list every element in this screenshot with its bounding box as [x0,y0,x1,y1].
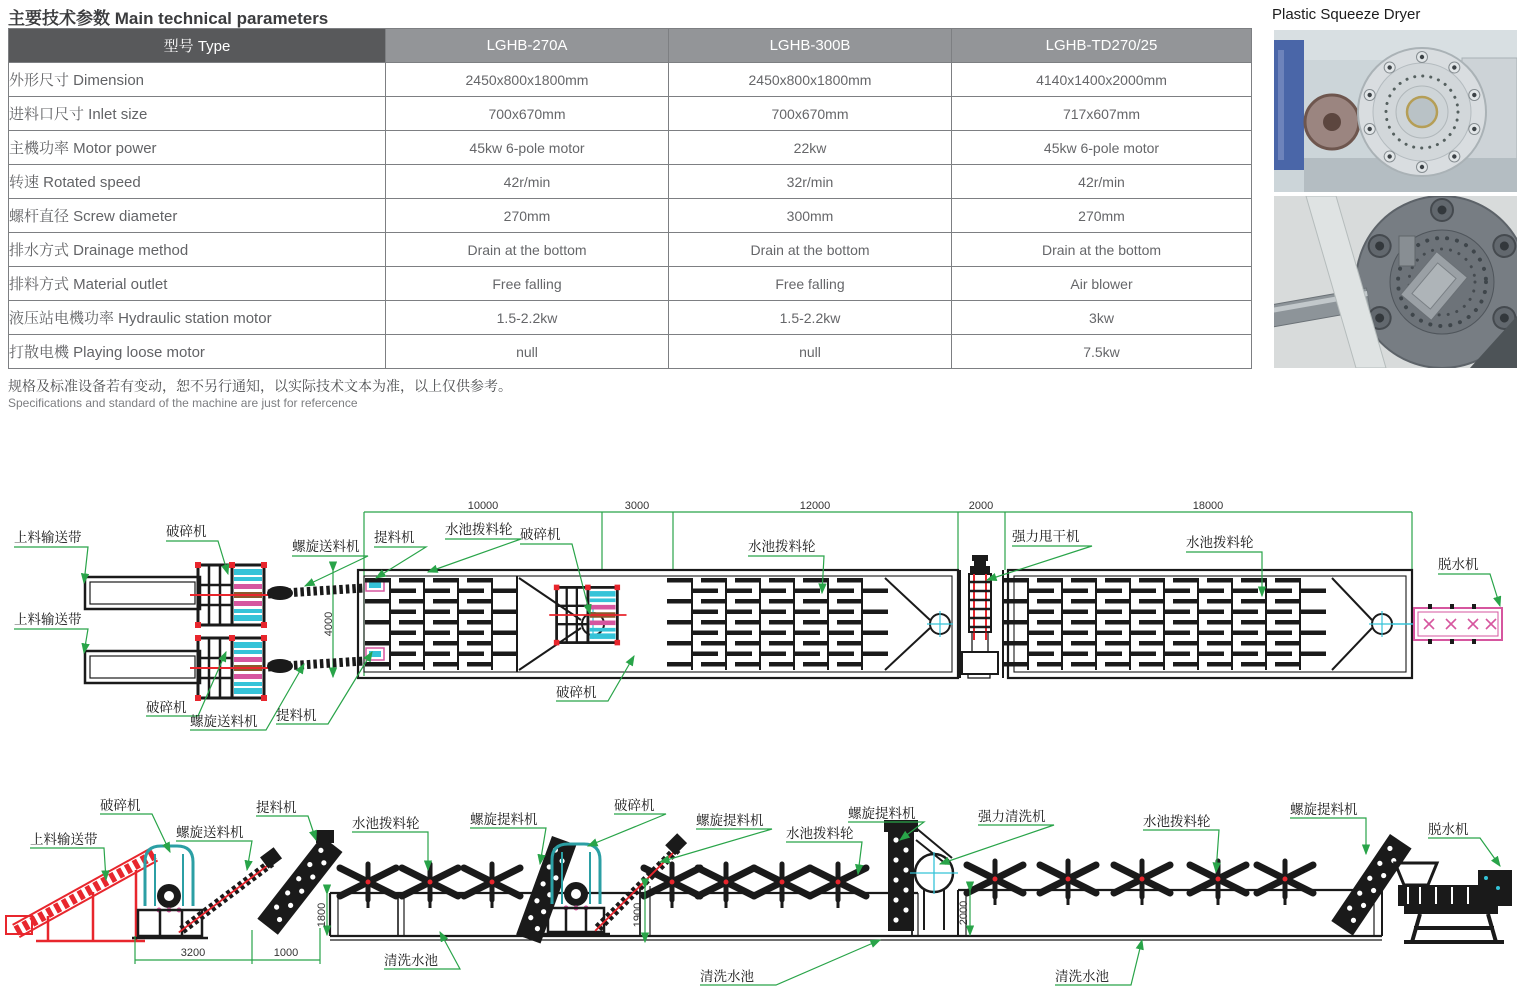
paddle-wheel-side [967,861,1023,905]
photo-caption: Plastic Squeeze Dryer [1272,6,1421,23]
label-elevator-top: 提料机 [374,530,415,545]
paddle-wheel-side [754,864,810,908]
dim-3200: 3200 [180,947,206,959]
washing-tank-2 [1003,570,1412,678]
label-pool-3: 清洗水池 [1055,969,1109,984]
cell: null [669,335,952,369]
table-header-model-3: LGHB-TD270/25 [952,29,1252,63]
table-header-type: 型号 Type [9,29,386,63]
label-screw-elevator-1: 螺旋提料机 [470,812,538,827]
table-row [9,63,1252,97]
label-paddle-wheel-3: 水池拨料轮 [1186,535,1254,550]
dim-3000: 3000 [624,500,650,512]
label-paddle-wheel-1: 水池拨料轮 [445,522,513,537]
row-label: 进料口尺寸 Inlet size [9,97,386,131]
label-elevator-side-1: 提料机 [256,800,297,815]
label-dewaterer-side: 脱水机 [1428,822,1469,837]
label-paddle-side-3: 水池拨料轮 [1143,814,1211,829]
label-screw-elevator-3: 螺旋提料机 [848,806,916,821]
label-pool-2: 清洗水池 [700,969,754,984]
paddle-wheel-side [340,864,396,908]
paddle-wheel-side [402,864,458,908]
cell: 3kw [952,301,1252,335]
crusher-top-1 [190,562,274,628]
table-row [9,267,1252,301]
label-power-washer: 强力清洗机 [978,809,1046,824]
cell: 700x670mm [386,97,669,131]
label-crusher-bottom: 破碎机 [146,700,187,715]
label-screw-elevator-4: 螺旋提料机 [1290,802,1358,817]
label-power-dryer: 强力甩干机 [1012,529,1080,544]
cell: 42r/min [386,165,669,199]
table-header-model-2: LGHB-300B [669,29,952,63]
table-row [9,165,1252,199]
label-feed-belt-2: 上料输送带 [14,612,82,627]
label-crusher-side-1: 破碎机 [100,798,141,813]
cell: Drain at the bottom [669,233,952,267]
paddle-wheel-side [1190,861,1246,905]
crusher-top-2 [190,635,274,701]
dewaterer-side-view [1395,863,1512,942]
paddle-wheel-side [810,864,866,908]
label-crusher-mid: 破碎机 [520,527,561,542]
row-label: 螺杆直径 Screw diameter [9,199,386,233]
label-screw-feeder-top: 螺旋送料机 [292,539,360,554]
table-row [9,97,1252,131]
screw-elevator-side-4 [1331,834,1411,936]
cell: 700x670mm [669,97,952,131]
power-dryer-machine [962,555,998,678]
table-row [9,131,1252,165]
dewaterer-top-view [1392,604,1502,644]
note-en: Specifications and standard of the machine are just for refercence [8,396,358,410]
washing-pool-2 [958,890,1382,936]
power-washer [910,852,958,930]
row-label: 转速 Rotated speed [9,165,386,199]
row-label: 排水方式 Drainage method [9,233,386,267]
cell: 717x607mm [952,97,1252,131]
cell: Free falling [386,267,669,301]
crusher-mid [549,585,626,646]
cell: 7.5kw [952,335,1252,369]
cell: 2450x800x1800mm [669,63,952,97]
label-pool-1: 清洗水池 [384,953,438,968]
screw-feeder-top-2 [267,659,364,673]
cell: Free falling [669,267,952,301]
row-label: 排料方式 Material outlet [9,267,386,301]
screw-feeder-top-1 [267,586,364,600]
parameters-table [8,28,1252,369]
table-row [9,335,1252,369]
feed-conveyor-top-2 [85,651,200,683]
paddle-wheel-side [1040,861,1096,905]
dim-12000: 12000 [799,500,831,512]
label-crusher-mid-2: 破碎机 [556,685,597,700]
top-view-diagram [0,500,1521,745]
washing-tank-1 [358,570,958,678]
label-paddle-side-2: 水池拨料轮 [786,826,854,841]
table-header-model-1: LGHB-270A [386,29,669,63]
cell: 270mm [386,199,669,233]
feed-conveyor-top-1 [85,577,200,609]
table-header-row [9,29,1252,63]
dim-2000: 2000 [958,900,970,926]
cell: 2450x800x1800mm [386,63,669,97]
dim-4000: 4000 [323,611,335,637]
cell: 42r/min [952,165,1252,199]
label-crusher-top: 破碎机 [166,524,207,539]
cell: 4140x1400x2000mm [952,63,1252,97]
row-label: 主機功率 Motor power [9,131,386,165]
elevator-1-discharge [316,830,334,843]
row-label: 外形尺寸 Dimension [9,63,386,97]
paddle-wheel-side [1114,861,1170,905]
table-row [9,199,1252,233]
cell: Drain at the bottom [952,233,1252,267]
dim-1800: 1800 [316,902,328,928]
dim-2000: 2000 [968,500,994,512]
label-paddle-side-1: 水池拨料轮 [352,816,420,831]
cell: 22kw [669,131,952,165]
row-label: 液压站电機功率 Hydraulic station motor [9,301,386,335]
label-feed-belt-1: 上料输送带 [14,530,82,545]
dim-1000: 1000 [273,947,299,959]
page-title [8,4,328,29]
cell: Air blower [952,267,1252,301]
cell: 32r/min [669,165,952,199]
cell: null [386,335,669,369]
dim-1900: 1900 [632,902,644,928]
cell: 45kw 6-pole motor [386,131,669,165]
elevator-inlet-1-core [369,582,381,588]
photo-plastic-squeeze-dryer-2 [1274,196,1517,368]
feed-conveyor-side [6,848,158,941]
power-dryer-bay [960,555,1003,678]
cell: 1.5-2.2kw [386,301,669,335]
cell: 300mm [669,199,952,233]
label-screw-feeder-bottom: 螺旋送料机 [190,714,258,729]
row-label: 打散电機 Playing loose motor [9,335,386,369]
table-row [9,301,1252,335]
dim-18000: 18000 [1192,500,1224,512]
note-zh: 规格及标准设备若有变动，恕不另行通知，以实际技术文本为准，以上仅供参考。 [8,378,512,394]
label-crusher-side-2: 破碎机 [614,798,655,813]
label-screw-elevator-2: 螺旋提料机 [696,813,764,828]
cell: 270mm [952,199,1252,233]
paddle-wheel-side [464,864,520,908]
page-title-zh: 主要技术参数 [8,9,110,28]
label-feed-belt-side: 上料输送带 [30,832,98,847]
cell: Drain at the bottom [386,233,669,267]
label-screw-feeder-side-1: 螺旋送料机 [176,825,244,840]
side-view-diagram [0,778,1521,999]
table-row [9,233,1252,267]
cell: 1.5-2.2kw [669,301,952,335]
paddle-wheel-side [1257,861,1313,905]
photo-plastic-squeeze-dryer-1 [1274,30,1517,192]
label-paddle-wheel-2: 水池拨料轮 [748,539,816,554]
cell: 45kw 6-pole motor [952,131,1252,165]
paddle-wheel-side [698,864,754,908]
label-elevator-bottom: 提料机 [276,708,317,723]
page-title-en: Main technical parameters [114,9,329,28]
dim-10000: 10000 [467,500,499,512]
crusher-stand-2 [542,908,610,934]
label-dewaterer-top: 脱水机 [1438,557,1479,572]
paddle-wheel-side [644,864,700,908]
